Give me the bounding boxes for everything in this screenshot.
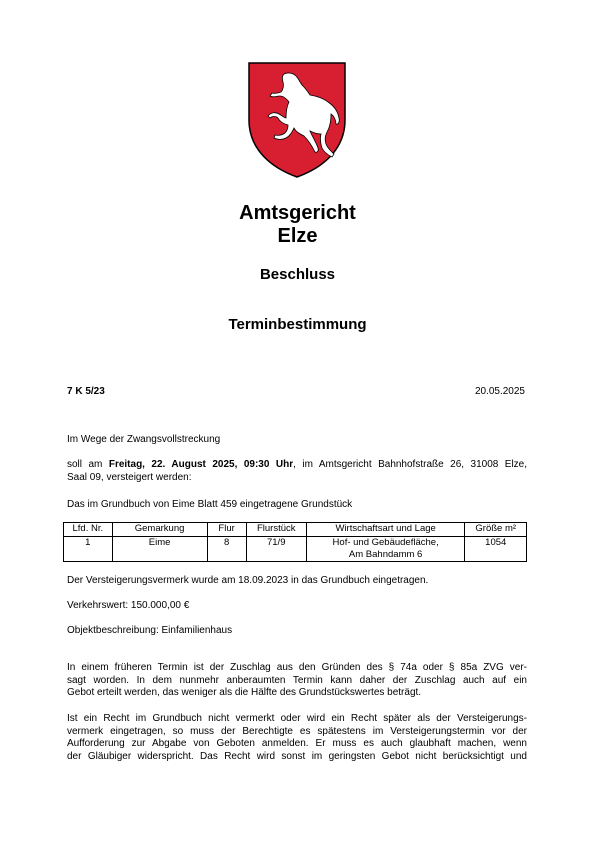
court-location: Elze xyxy=(277,225,318,247)
paragraph-line: In einem früheren Termin ist der Zuschlag aus den Gründen des § 74a oder § 85a ZVG ver- xyxy=(67,662,527,673)
header-lfd-nr: Lfd. Nr. xyxy=(64,523,113,537)
auction-paragraph xyxy=(67,459,527,484)
court-name xyxy=(0,202,595,248)
cell-lfd-nr: 1 xyxy=(64,537,113,562)
table-header-row xyxy=(64,523,527,537)
header-flur: Flur xyxy=(207,523,246,537)
lower-saxony-horse-crest-icon xyxy=(248,62,346,178)
paragraph-line: der Gläubiger widerspricht. Das Recht wird sonst im geringsten Gebot nicht berücksichtigt und xyxy=(67,750,527,762)
cell-lage-line-2: Am Bahndamm 6 xyxy=(348,549,423,560)
auction-prefix: soll am xyxy=(67,459,109,470)
vermerk-text: Der Versteigerungsvermerk wurde am 18.09.2023 in das Grundbuch eingetragen. xyxy=(67,575,429,586)
property-intro: Das im Grundbuch von Eime Blatt 459 eingetragene Grundstück xyxy=(67,499,353,510)
auction-time-unit: Uhr xyxy=(269,459,294,470)
intro-text: Im Wege der Zwangsvollstreckung xyxy=(67,434,221,445)
verkehrswert-text: Verkehrswert: 150.000,00 € xyxy=(67,600,190,611)
header-wirtschaftsart: Wirtschaftsart und Lage xyxy=(306,523,465,537)
document-date: 20.05.2025 xyxy=(474,386,525,397)
cell-groesse: 1054 xyxy=(465,537,527,562)
auction-location: , im Amtsgericht Bahnhofstraße 26, 31008 Elze, xyxy=(293,459,528,470)
paragraph-anmeldung xyxy=(67,713,527,763)
paragraph-zuschlag xyxy=(67,662,527,700)
paragraph-line: vermerk eingetragen, so muss der Berechtigte es spätestens im Versteigerungstermin vor der xyxy=(67,725,527,737)
cell-wirtschaftsart xyxy=(306,537,465,562)
cell-gemarkung: Eime xyxy=(112,537,207,562)
header-gemarkung: Gemarkung xyxy=(112,523,207,537)
property-table xyxy=(63,522,527,562)
table-row xyxy=(64,537,527,562)
auction-line-1 xyxy=(67,459,527,472)
decision-heading: Beschluss xyxy=(259,266,336,283)
cell-lage-line-1: Hof- und Gebäudefläche, xyxy=(332,537,439,548)
header-flurstueck: Flurstück xyxy=(246,523,306,537)
subject-heading: Terminbestimmung xyxy=(228,316,367,333)
file-number: 7 K 5/23 xyxy=(67,386,105,397)
paragraph-line: Aufforderung zur Abgabe von Geboten anmelden. Er muss es auch glaubhaft machen, wenn xyxy=(67,738,527,749)
paragraph-line: Ist ein Recht im Grundbuch nicht vermerkt oder wird ein Recht später als der Versteigerungs- xyxy=(67,713,527,724)
cell-flur: 8 xyxy=(207,537,246,562)
cell-flurstueck: 71/9 xyxy=(246,537,306,562)
objekt-text: Objektbeschreibung: Einfamilienhaus xyxy=(67,625,233,636)
auction-date: Freitag, 22. August 2025, 09:30 xyxy=(108,459,270,470)
auction-line-2: Saal 09, versteigert werden: xyxy=(67,471,192,483)
header-groesse: Größe m² xyxy=(465,523,527,537)
court-title: Amtsgericht xyxy=(239,202,356,224)
paragraph-line: sagt worden. In dem nunmehr anberaumten Termin kann daher der Zuschlag auch auf ein xyxy=(67,674,527,686)
paragraph-line: Gebot erteilt werden, das weniger als die Hälfte des Grundstückswertes beträgt. xyxy=(67,687,422,698)
